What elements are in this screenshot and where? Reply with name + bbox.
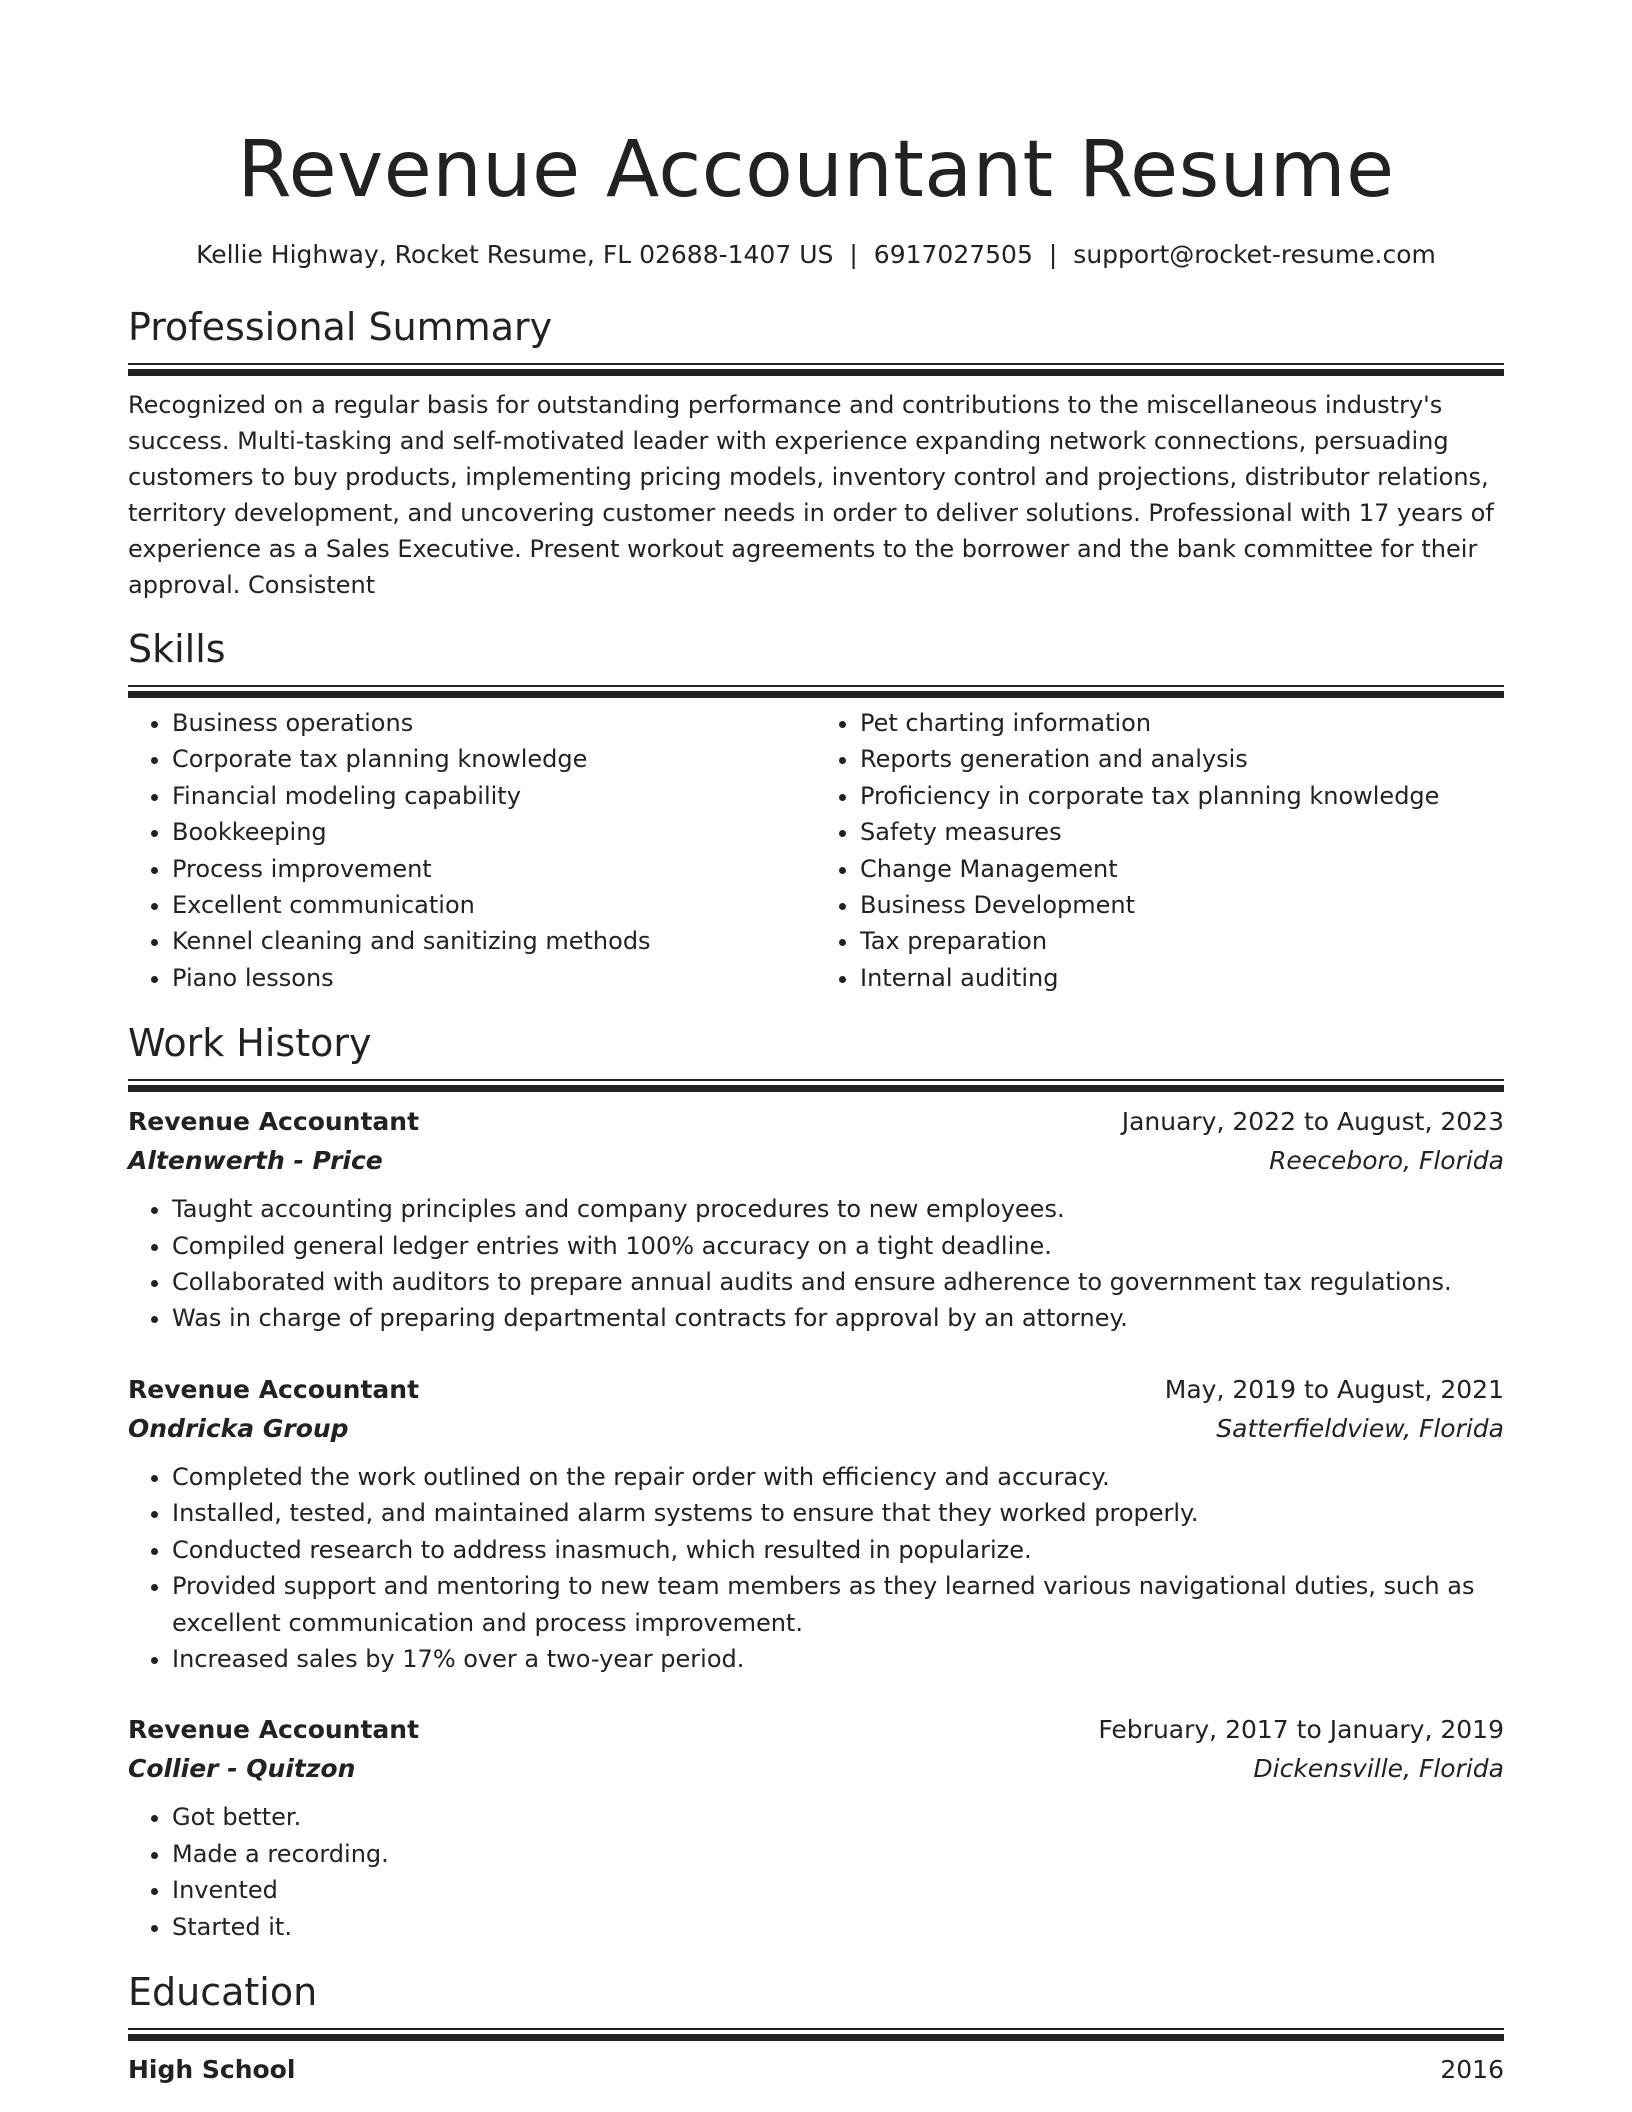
skill-item: • Kennel cleaning and sanitizing methods xyxy=(172,923,816,959)
section-divider xyxy=(128,2028,1504,2044)
job-title: Revenue Accountant xyxy=(128,1107,420,1137)
job-duties xyxy=(128,1799,1504,1945)
skills-list-left xyxy=(128,705,816,996)
job-location: Satterfieldview, Florida xyxy=(1216,1413,1504,1443)
skill-item: • Change Management xyxy=(860,851,1504,887)
job-dates: February, 2017 to January, 2019 xyxy=(1098,1715,1504,1745)
education-year: 2016 xyxy=(1440,2054,1504,2084)
job-duty: • Increased sales by 17% over a two-year period. xyxy=(172,1641,1504,1677)
job-dates: January, 2022 to August, 2023 xyxy=(1121,1107,1504,1137)
education-section xyxy=(128,1967,1504,2090)
skills-section xyxy=(128,624,1504,996)
skill-item: • Process improvement xyxy=(172,851,816,887)
job-company-row xyxy=(128,1409,1504,1449)
skill-item: • Excellent communication xyxy=(172,887,816,923)
work-history-heading: Work History xyxy=(128,1021,372,1066)
skill-item: • Financial modeling capability xyxy=(172,778,816,814)
job-duty: • Got better. xyxy=(172,1799,1504,1835)
job-entry xyxy=(128,1711,1504,1945)
education-degree: High School xyxy=(128,2054,296,2084)
skill-item: • Tax preparation xyxy=(860,923,1504,959)
contact-email: support@rocket-resume.com xyxy=(1073,240,1436,269)
job-duty: • Made a recording. xyxy=(172,1836,1504,1872)
skill-item: • Proficiency in corporate tax planning knowledge xyxy=(860,778,1504,814)
education-heading: Education xyxy=(128,1969,318,2014)
contact-line xyxy=(128,238,1504,272)
summary-text: Recognized on a regular basis for outstanding performance and contributions to the miscellaneous industry's success. Multi-tasking and self-motivated leader with experience expanding network connections, persuading customers to buy products, implementing pricing models, inventory control and projections, distributor relations, territory development, and uncovering customer needs in order to deliver solutions. Professional with 17 years of experience as a Sales Executive. Present workout agreements to the borrower and the bank committee for their approval. Consistent xyxy=(128,391,1494,599)
job-duty: • Started it. xyxy=(172,1909,1504,1945)
skill-item: • Corporate tax planning knowledge xyxy=(172,741,816,777)
job-entry xyxy=(128,1103,1504,1337)
work-history-section xyxy=(128,1018,1504,1945)
job-duty: • Provided support and mentoring to new team members as they learned various navigational duties, such as excellent communication and process improvement. xyxy=(172,1568,1504,1641)
job-company: Altenwerth - Price xyxy=(128,1146,383,1176)
skill-item: • Bookkeeping xyxy=(172,814,816,850)
skill-item: • Internal auditing xyxy=(860,960,1504,996)
skill-item: • Business operations xyxy=(172,705,816,741)
section-divider xyxy=(128,1079,1504,1095)
job-duty: • Was in charge of preparing departmental contracts for approval by an attorney. xyxy=(172,1300,1504,1336)
job-duties xyxy=(128,1459,1504,1677)
skill-item: • Business Development xyxy=(860,887,1504,923)
job-duty: • Collaborated with auditors to prepare annual audits and ensure adherence to government tax regulations. xyxy=(172,1264,1504,1300)
skill-item: • Piano lessons xyxy=(172,960,816,996)
job-duty: • Completed the work outlined on the repair order with efficiency and accuracy. xyxy=(172,1459,1504,1495)
job-location: Dickensville, Florida xyxy=(1253,1754,1504,1784)
summary-section xyxy=(128,302,1504,603)
job-title: Revenue Accountant xyxy=(128,1715,420,1745)
skills-list-right xyxy=(816,705,1504,996)
contact-phone: 6917027505 xyxy=(873,240,1033,269)
job-header-row xyxy=(128,1711,1504,1749)
contact-address: Kellie Highway, Rocket Resume, FL 02688-1407 US xyxy=(196,240,834,269)
job-company-row xyxy=(128,1749,1504,1789)
job-dates: May, 2019 to August, 2021 xyxy=(1164,1374,1504,1404)
job-duties xyxy=(128,1191,1504,1337)
job-header-row xyxy=(128,1371,1504,1409)
job-header-row xyxy=(128,1103,1504,1141)
skills-heading: Skills xyxy=(128,627,226,671)
skill-item: • Pet charting information xyxy=(860,705,1504,741)
job-duty: • Conducted research to address inasmuch, which resulted in popularize. xyxy=(172,1532,1504,1568)
section-divider xyxy=(128,363,1504,379)
job-duty: • Invented xyxy=(172,1872,1504,1908)
job-company: Ondricka Group xyxy=(128,1413,349,1443)
page-title: Revenue Accountant Resume xyxy=(237,125,1395,215)
job-title: Revenue Accountant xyxy=(128,1374,420,1404)
job-duty: • Installed, tested, and maintained alarm systems to ensure that they worked properly. xyxy=(172,1495,1504,1531)
skill-item: • Reports generation and analysis xyxy=(860,741,1504,777)
section-divider xyxy=(128,685,1504,701)
job-company-row xyxy=(128,1141,1504,1181)
summary-heading: Professional Summary xyxy=(128,305,553,349)
skill-item: • Safety measures xyxy=(860,814,1504,850)
contact-separator: | xyxy=(1048,240,1058,269)
job-duty: • Compiled general ledger entries with 100% accuracy on a tight deadline. xyxy=(172,1228,1504,1264)
contact-separator: | xyxy=(849,240,858,269)
job-location: Reeceboro, Florida xyxy=(1269,1146,1504,1176)
job-duty: • Taught accounting principles and company procedures to new employees. xyxy=(172,1191,1504,1227)
job-entry xyxy=(128,1371,1504,1677)
job-company: Collier - Quitzon xyxy=(128,1754,356,1784)
skills-columns xyxy=(128,705,1504,996)
education-entry xyxy=(128,2050,1504,2090)
